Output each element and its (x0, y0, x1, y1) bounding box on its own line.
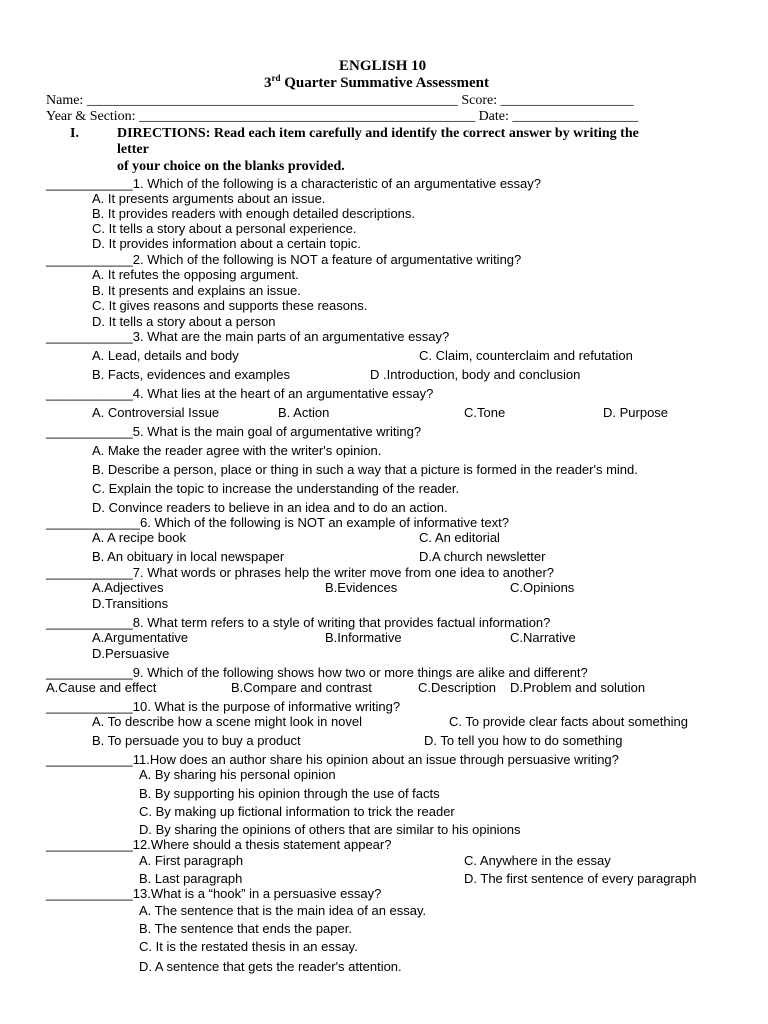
option-10c: C. To provide clear facts about something (449, 714, 688, 729)
option-6b: B. An obituary in local newspaper (92, 549, 285, 564)
option-6c: C. An editorial (419, 530, 500, 545)
option-4d: D. Purpose (603, 405, 669, 420)
question-9[interactable]: ____________9. Which of the following shows how two or more things are alike and different? (46, 665, 588, 680)
option-8c: C.Narrative (510, 630, 576, 645)
option-13b: B. The sentence that ends the paper. (139, 921, 352, 936)
quarter-ordinal: rd (271, 73, 281, 83)
option-2d: D. It tells a story about a person (92, 314, 276, 329)
option-10d: D. To tell you how to do something (424, 733, 623, 748)
option-1d: D. It provides information about a certain topic. (92, 236, 361, 251)
option-7a: A.Adjectives (92, 580, 164, 595)
option-8a: A.Argumentative (92, 630, 189, 645)
option-3b: B. Facts, evidences and examples (92, 367, 290, 382)
option-9c: C.Description (418, 680, 497, 695)
option-13d: D. A sentence that gets the reader's attention. (139, 959, 402, 974)
question-1[interactable]: ____________1. Which of the following is a characteristic of an argumentative essay? (46, 176, 542, 191)
question-2[interactable]: ____________2. Which of the following is NOT a feature of argumentative writing? (46, 252, 522, 267)
option-13c: C. It is the restated thesis in an essay. (139, 939, 358, 954)
option-6a: A. A recipe book (92, 530, 186, 545)
quarter-title: Quarter Summative Assessment (280, 75, 489, 91)
page-title: ENGLISH 10 (339, 58, 427, 74)
page-subtitle (264, 75, 489, 92)
name-score-line[interactable]: Name: _____________________________________________________ Score: ___________________ (46, 93, 634, 108)
option-11d: D. By sharing the opinions of others that are similar to his opinions (139, 822, 521, 837)
option-9a: A.Cause and effect (46, 680, 157, 695)
option-4b: B. Action (278, 405, 330, 420)
option-12c: C. Anywhere in the essay (464, 853, 611, 868)
directions-line-2: letter (117, 142, 149, 157)
option-7d: D.Transitions (92, 596, 169, 611)
option-3d: D .Introduction, body and conclusion (370, 367, 581, 382)
option-1b: B. It provides readers with enough detailed descriptions. (92, 206, 416, 221)
question-11[interactable]: ____________11.How does an author share his opinion about an issue through persuasive writing? (46, 752, 619, 767)
question-6[interactable]: _____________6. Which of the following is NOT an example of informative text? (46, 515, 509, 530)
option-3c: C. Claim, counterclaim and refutation (419, 348, 633, 363)
directions-numeral: I. (70, 126, 79, 141)
question-12[interactable]: ____________12.Where should a thesis statement appear? (46, 837, 392, 852)
option-9b: B.Compare and contrast (231, 680, 372, 695)
option-13a: A. The sentence that is the main idea of an essay. (139, 903, 427, 918)
option-5b: B. Describe a person, place or thing in such a way that a picture is formed in the reader's mind. (92, 462, 638, 477)
question-8[interactable]: ____________8. What term refers to a style of writing that provides factual information? (46, 615, 551, 630)
option-8b: B.Informative (325, 630, 402, 645)
option-12a: A. First paragraph (139, 853, 244, 868)
quarter-number: 3 (264, 75, 272, 91)
section-date-line[interactable]: Year & Section: ________________________________________________ Date: __________________ (46, 109, 639, 124)
option-5d: D. Convince readers to believe in an idea and to do an action. (92, 500, 448, 515)
option-11b: B. By supporting his opinion through the use of facts (139, 786, 440, 801)
option-3a: A. Lead, details and body (92, 348, 239, 363)
question-3[interactable]: ____________3. What are the main parts of an argumentative essay? (46, 329, 450, 344)
question-5[interactable]: ____________5. What is the main goal of argumentative writing? (46, 424, 422, 439)
directions-line-1: DIRECTIONS: Read each item carefully and identify the correct answer by writing the (117, 126, 639, 141)
question-10[interactable]: ____________10. What is the purpose of informative writing? (46, 699, 401, 714)
option-10b: B. To persuade you to buy a product (92, 733, 301, 748)
option-11c: C. By making up fictional information to trick the reader (139, 804, 455, 819)
question-7[interactable]: ____________7. What words or phrases help the writer move from one idea to another? (46, 565, 555, 580)
option-8d: D.Persuasive (92, 646, 170, 661)
option-5a: A. Make the reader agree with the writer's opinion. (92, 443, 382, 458)
option-11a: A. By sharing his personal opinion (139, 767, 336, 782)
option-5c: C. Explain the topic to increase the understanding of the reader. (92, 481, 460, 496)
question-4[interactable]: ____________4. What lies at the heart of an argumentative essay? (46, 386, 434, 401)
option-6d: D.A church newsletter (419, 549, 546, 564)
option-10a: A. To describe how a scene might look in novel (92, 714, 363, 729)
option-4a: A. Controversial Issue (92, 405, 220, 420)
option-2b: B. It presents and explains an issue. (92, 283, 301, 298)
option-9d: D.Problem and solution (510, 680, 646, 695)
option-2a: A. It refutes the opposing argument. (92, 267, 299, 282)
option-2c: C. It gives reasons and supports these reasons. (92, 298, 368, 313)
option-12d: D. The first sentence of every paragraph (464, 871, 697, 886)
option-4c: C.Tone (464, 405, 506, 420)
option-1c: C. It tells a story about a personal experience. (92, 221, 357, 236)
option-7c: C.Opinions (510, 580, 575, 595)
directions-line-3: of your choice on the blanks provided. (117, 159, 345, 174)
question-13[interactable]: ____________13.What is a “hook” in a persuasive essay? (46, 886, 382, 901)
option-7b: B.Evidences (325, 580, 398, 595)
option-1a: A. It presents arguments about an issue. (92, 191, 326, 206)
option-12b: B. Last paragraph (139, 871, 243, 886)
